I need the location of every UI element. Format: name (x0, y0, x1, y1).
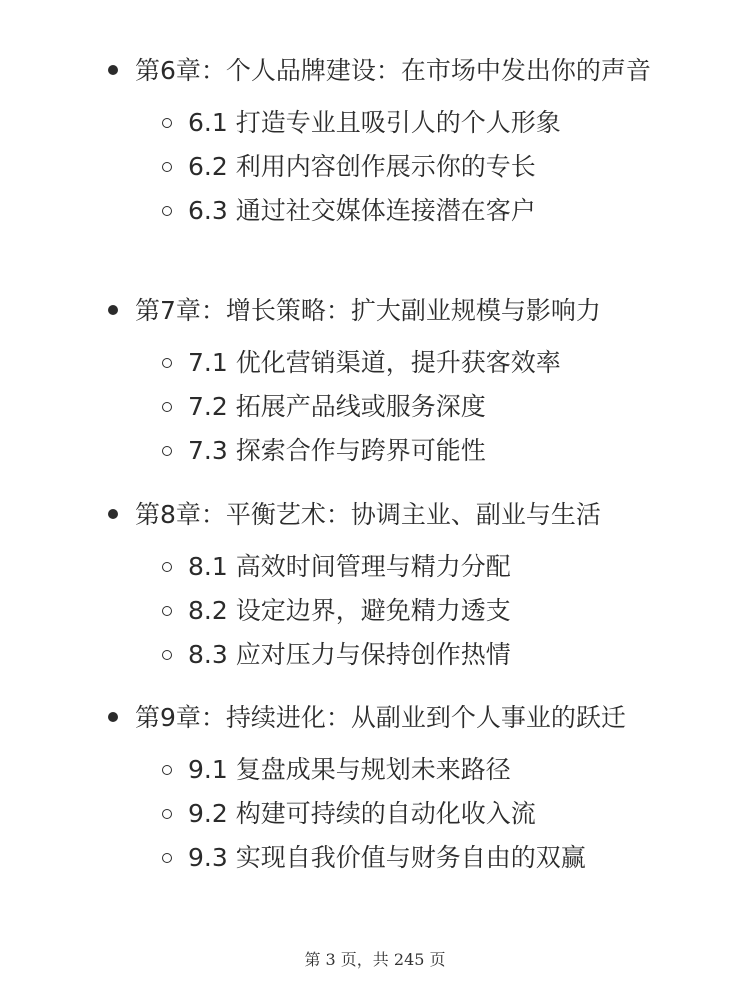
chapter-title: 第9章：持续进化：从副业到个人事业的跃迁 (135, 703, 626, 732)
section-title: 6.1 打造专业且吸引人的个人形象 (188, 108, 561, 137)
bullet-circle-icon (162, 162, 172, 172)
chapter-title: 第6章：个人品牌建设：在市场中发出你的声音 (135, 56, 651, 85)
section-item (162, 748, 668, 792)
bullet-circle-icon (162, 765, 172, 775)
section-title: 8.3 应对压力与保持创作热情 (188, 640, 511, 669)
section-title: 9.3 实现自我价值与财务自由的双赢 (188, 843, 586, 872)
section-title: 7.3 探索合作与跨界可能性 (188, 436, 486, 465)
bullet-circle-icon (162, 358, 172, 368)
bullet-disc-icon (108, 509, 118, 519)
section-title: 8.1 高效时间管理与精力分配 (188, 552, 511, 581)
bullet-circle-icon (162, 809, 172, 819)
section-item (162, 385, 668, 429)
section-list (108, 101, 668, 233)
page-number-footer: 第 3 页，共 245 页 (304, 950, 446, 969)
section-item (162, 545, 668, 589)
section-item (162, 836, 668, 880)
section-item (162, 101, 668, 145)
bullet-circle-icon (162, 446, 172, 456)
section-title: 7.1 优化营销渠道，提升获客效率 (188, 348, 561, 377)
bullet-disc-icon (108, 305, 118, 315)
bullet-circle-icon (162, 853, 172, 863)
section-list (108, 545, 668, 677)
section-title: 7.2 拓展产品线或服务深度 (188, 392, 486, 421)
section-item (162, 341, 668, 385)
chapter-item (108, 50, 668, 91)
section-title: 9.2 构建可持续的自动化收入流 (188, 799, 536, 828)
section-item (162, 633, 668, 677)
bullet-circle-icon (162, 650, 172, 660)
chapter-block (108, 50, 668, 233)
section-list (108, 748, 668, 880)
section-title: 6.3 通过社交媒体连接潜在客户 (188, 196, 536, 225)
section-item (162, 145, 668, 189)
bullet-disc-icon (108, 65, 118, 75)
section-list (108, 341, 668, 473)
chapter-item (108, 494, 668, 535)
bullet-circle-icon (162, 206, 172, 216)
chapter-item (108, 290, 668, 331)
section-item (162, 792, 668, 836)
section-item (162, 429, 668, 473)
bullet-disc-icon (108, 712, 118, 722)
chapter-block (108, 697, 668, 880)
bullet-circle-icon (162, 562, 172, 572)
section-title: 9.1 复盘成果与规划未来路径 (188, 755, 511, 784)
section-title: 8.2 设定边界，避免精力透支 (188, 596, 511, 625)
bullet-circle-icon (162, 606, 172, 616)
bullet-circle-icon (162, 402, 172, 412)
chapter-block (108, 494, 668, 677)
chapter-block (108, 290, 668, 473)
section-title: 6.2 利用内容创作展示你的专长 (188, 152, 536, 181)
bullet-circle-icon (162, 118, 172, 128)
section-item (162, 189, 668, 233)
chapter-title: 第8章：平衡艺术：协调主业、副业与生活 (135, 500, 601, 529)
section-item (162, 589, 668, 633)
chapter-title: 第7章：增长策略：扩大副业规模与影响力 (135, 296, 601, 325)
chapter-item (108, 697, 668, 738)
